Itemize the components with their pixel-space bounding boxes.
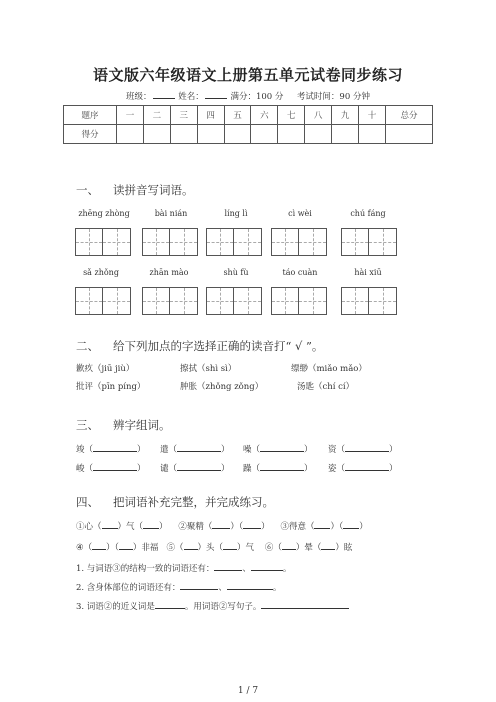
answer-blank[interactable] [251,561,283,571]
reading-choice[interactable]: 擦拭（shì sì） [180,364,237,374]
section-2-heading [76,338,323,354]
score-cell[interactable] [251,125,278,144]
score-cell[interactable] [197,125,224,144]
pinyin-label: chú fáng [350,209,386,218]
score-header-cell: 八 [305,106,332,125]
reading-choice[interactable]: 批评（pīn píng） [76,382,146,392]
answer-blank[interactable] [155,599,185,609]
section-number: 三、 [76,418,99,432]
section-number: 四、 [76,495,99,509]
exam-time: 考试时间：90 分钟 [296,92,370,102]
question-3: 3. 词语②的近义词是 。用词语②写句子。 [76,599,349,612]
score-cell[interactable] [278,125,305,144]
answer-blank[interactable] [227,580,273,590]
answer-blank[interactable] [143,519,159,529]
class-label: 班级： [126,92,152,102]
answer-blank[interactable] [180,580,218,590]
answer-blank[interactable] [261,599,349,609]
section-title: 给下列加点的字选择正确的读音打“ √ ”。 [113,339,324,353]
score-header-cell: 九 [332,106,359,125]
writing-box[interactable] [142,287,198,315]
writing-box[interactable] [206,228,262,256]
score-cell[interactable] [386,125,433,144]
score-header-cell: 十 [359,106,386,125]
writing-box[interactable] [341,287,397,315]
writing-box[interactable] [341,228,397,256]
answer-blank[interactable] [345,461,389,471]
word-item: 噪（ ） [243,442,313,455]
pinyin-label: zhān mào [149,268,189,277]
reading-choice[interactable]: 缥缈（miǎo mǎo） [291,364,367,374]
score-row-label: 得分 [64,125,117,144]
score-header-cell: 二 [143,106,170,125]
score-cell[interactable] [224,125,251,144]
score-table [63,105,433,144]
writing-box[interactable] [75,228,131,256]
writing-box[interactable] [206,287,262,315]
score-cell[interactable] [143,125,170,144]
pinyin-label: táo cuàn [282,268,318,277]
pinyin-label: cì wèi [288,209,312,218]
answer-blank[interactable] [260,461,304,471]
reading-choice[interactable]: 肿胀（zhǒng zǒng） [180,382,264,392]
score-header-cell: 六 [251,106,278,125]
section-number: 二、 [76,339,99,353]
score-cell[interactable] [305,125,332,144]
answer-blank[interactable] [184,540,198,550]
word-item: 遣（ ） [160,442,230,455]
reading-choice[interactable]: 汤匙（chí cí） [297,382,355,392]
answer-blank[interactable] [212,519,230,529]
question-2: 2. 含身体部位的词语还有： 、 。 [76,580,281,593]
pinyin-label: shù fù [223,268,249,277]
pinyin-label: bài nián [154,209,188,218]
answer-blank[interactable] [345,442,389,452]
word-item: 姿（ ） [328,461,398,474]
word-item: 资（ ） [328,442,398,455]
score-header-row [64,106,433,125]
section-3-heading [76,417,171,433]
score-cell[interactable] [359,125,386,144]
section-title: 把词语补充完整，并完成练习。 [113,495,274,509]
idiom-line-1: ①心（ ）气（ ） ②聚精（ ）（ ） ③得意（ ）（ ） [76,519,368,532]
idiom-line-2: ④（ ）（ ）非福 ⑤（ ）头（ ）气 ⑥（ ）晕（ ）眩 [76,540,352,553]
score-header-cell: 五 [224,106,251,125]
answer-blank[interactable] [343,519,359,529]
score-value-row [64,125,433,144]
writing-box[interactable] [271,228,327,256]
answer-blank[interactable] [177,442,221,452]
answer-blank[interactable] [93,461,137,471]
answer-blank[interactable] [321,540,335,550]
score-cell[interactable] [332,125,359,144]
writing-box[interactable] [271,287,327,315]
score-header-cell: 四 [197,106,224,125]
pinyin-label: sǎ zhǒng [83,268,119,277]
question-1: 1. 与词语③的结构一致的词语还有： 、 。 [76,561,291,574]
answer-blank[interactable] [177,461,221,471]
page-title: 语文版六年级语文上册第五单元试卷同步练习 [92,66,403,84]
name-label: 姓名： [178,92,204,102]
answer-blank[interactable] [93,442,137,452]
answer-blank[interactable] [92,540,106,550]
section-1-heading [76,182,194,198]
answer-blank[interactable] [314,519,330,529]
section-title: 辨字组词。 [113,418,171,432]
class-blank[interactable] [153,90,175,99]
pinyin-label: líng lì [224,209,248,218]
answer-blank[interactable] [223,540,237,550]
pinyin-label: hài xiū [354,268,382,277]
answer-blank[interactable] [243,519,261,529]
score-cell[interactable] [170,125,197,144]
full-score: 满分：100 分 [230,92,284,102]
answer-blank[interactable] [282,540,296,550]
answer-blank[interactable] [260,442,304,452]
score-header-cell: 三 [170,106,197,125]
score-cell[interactable] [117,125,144,144]
writing-box[interactable] [142,228,198,256]
section-title: 读拼音写词语。 [113,183,194,197]
writing-box[interactable] [75,287,131,315]
score-header-cell: 一 [117,106,144,125]
page-number: 1 / 7 [237,686,259,696]
exam-info [0,90,496,102]
section-4-heading [76,494,274,510]
section-number: 一、 [76,183,99,197]
score-header-cell: 七 [278,106,305,125]
answer-blank[interactable] [102,519,118,529]
pinyin-label: zhēng zhòng [78,209,130,218]
name-blank[interactable] [205,90,227,99]
word-item: 峻（ ） [76,461,146,474]
reading-choice[interactable]: 歉疚（jiū jiù） [76,364,135,374]
answer-blank[interactable] [119,540,133,550]
score-header-cell: 总分 [386,106,433,125]
word-item: 谴（ ） [160,461,230,474]
word-item: 躁（ ） [243,461,313,474]
answer-blank[interactable] [214,561,242,571]
score-header-cell: 题序 [64,106,117,125]
word-item: 竣（ ） [76,442,146,455]
